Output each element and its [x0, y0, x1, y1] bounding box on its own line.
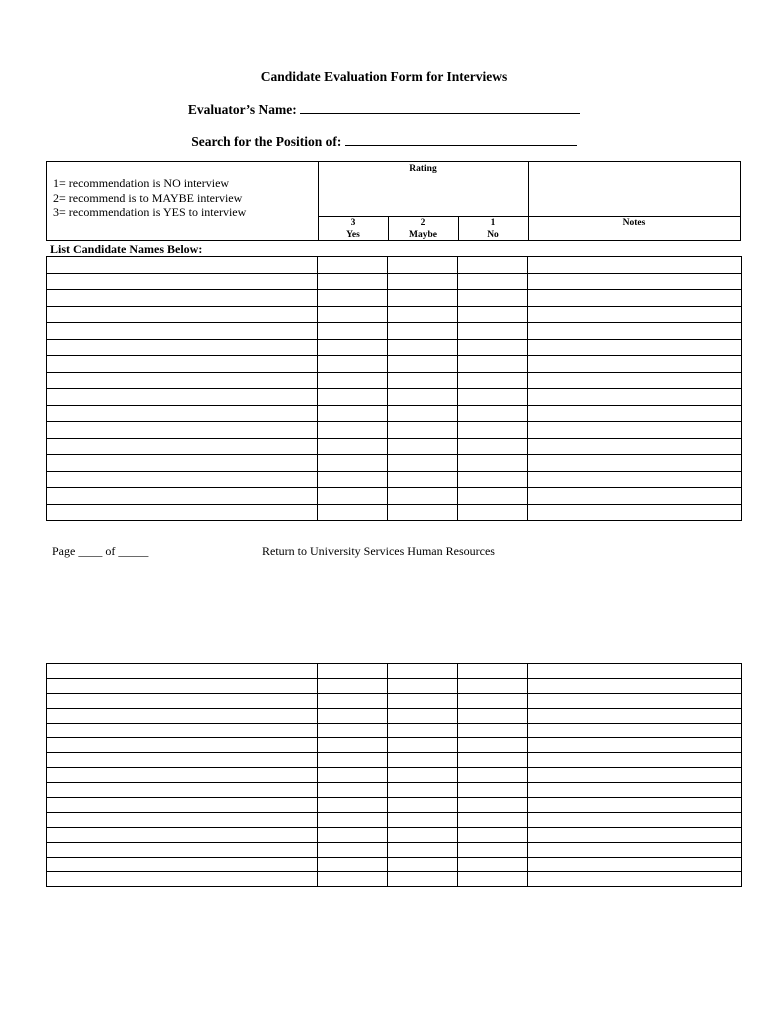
rating-yes-cell[interactable]: [318, 257, 388, 274]
rating-maybe-cell[interactable]: [388, 798, 458, 813]
rating-maybe-cell[interactable]: [388, 290, 458, 307]
notes-cell[interactable]: [528, 405, 742, 422]
table-row: [47, 455, 742, 472]
rating-maybe-cell[interactable]: [388, 323, 458, 340]
rating-yes-cell[interactable]: [318, 827, 388, 842]
candidate-name-cell[interactable]: [47, 872, 318, 887]
rating-no-cell[interactable]: [458, 389, 528, 406]
table-row: [47, 422, 742, 439]
rating-maybe-cell[interactable]: [388, 422, 458, 439]
rating-yes-cell[interactable]: [318, 664, 388, 679]
table-row: [47, 723, 742, 738]
rating-yes-cell[interactable]: [318, 768, 388, 783]
rating-no-cell[interactable]: [458, 372, 528, 389]
position-row: [0, 133, 768, 150]
candidate-name-cell[interactable]: [47, 664, 318, 679]
candidate-name-cell[interactable]: [47, 372, 318, 389]
candidate-name-cell[interactable]: [47, 857, 318, 872]
rating-yes-cell[interactable]: [318, 872, 388, 887]
notes-cell[interactable]: [528, 257, 742, 274]
table-row: [47, 812, 742, 827]
rating-yes-cell[interactable]: [318, 356, 388, 373]
rating-no-cell[interactable]: [458, 857, 528, 872]
rating-no-cell[interactable]: [458, 356, 528, 373]
notes-cell[interactable]: [528, 827, 742, 842]
notes-cell[interactable]: [528, 857, 742, 872]
candidate-name-cell[interactable]: [47, 389, 318, 406]
rating-value: 2: [420, 218, 426, 228]
notes-cell[interactable]: [528, 488, 742, 505]
table-row: [47, 323, 742, 340]
candidate-name-cell[interactable]: [47, 323, 318, 340]
candidate-name-cell[interactable]: [47, 678, 318, 693]
rating-no-cell[interactable]: [458, 422, 528, 439]
notes-cell[interactable]: [528, 693, 742, 708]
evaluator-name-label: Evaluator’s Name:: [187, 102, 297, 117]
table-row: [47, 372, 742, 389]
candidate-name-cell[interactable]: [47, 842, 318, 857]
rating-label: Rating: [409, 164, 437, 174]
rating-value: 3: [350, 218, 356, 228]
rating-yes-cell[interactable]: [318, 738, 388, 753]
table-row: [47, 857, 742, 872]
rating-no-cell[interactable]: [458, 723, 528, 738]
rating-maybe-cell[interactable]: [388, 455, 458, 472]
table-row: [47, 872, 742, 887]
rating-yes-cell[interactable]: [318, 438, 388, 455]
rating-maybe-cell[interactable]: [388, 488, 458, 505]
notes-cell[interactable]: [528, 753, 742, 768]
rating-yes-cell[interactable]: [318, 306, 388, 323]
rating-yes-cell[interactable]: [318, 693, 388, 708]
rating-no-cell[interactable]: [458, 664, 528, 679]
rating-no-cell[interactable]: [458, 842, 528, 857]
position-field[interactable]: [345, 133, 577, 146]
candidate-name-cell[interactable]: [47, 488, 318, 505]
candidate-name-cell[interactable]: [47, 339, 318, 356]
candidate-name-cell[interactable]: [47, 273, 318, 290]
notes-cell[interactable]: [528, 323, 742, 340]
rating-maybe-cell[interactable]: [388, 723, 458, 738]
candidate-name-cell[interactable]: [47, 753, 318, 768]
candidate-table: [46, 256, 742, 521]
notes-cell[interactable]: [528, 273, 742, 290]
candidate-name-cell[interactable]: [47, 768, 318, 783]
candidate-name-cell[interactable]: [47, 306, 318, 323]
table-row: [47, 842, 742, 857]
candidate-name-cell[interactable]: [47, 783, 318, 798]
rating-maybe-cell[interactable]: [388, 857, 458, 872]
candidate-name-cell[interactable]: [47, 723, 318, 738]
evaluator-name-row: [0, 101, 768, 118]
table-row: [47, 290, 742, 307]
candidate-name-cell[interactable]: [47, 356, 318, 373]
legend-item-yes: 3= recommendation is YES to interview: [53, 205, 247, 219]
rating-no-cell[interactable]: [458, 455, 528, 472]
rating-no-cell[interactable]: [458, 471, 528, 488]
rating-yes-cell[interactable]: [318, 783, 388, 798]
rating-yes-cell[interactable]: [318, 488, 388, 505]
rating-yes-cell[interactable]: [318, 708, 388, 723]
candidate-name-cell[interactable]: [47, 738, 318, 753]
table-row: [47, 783, 742, 798]
rating-yes-cell[interactable]: [318, 339, 388, 356]
table-row: [47, 664, 742, 679]
rating-text: Yes: [346, 230, 360, 240]
rating-value: 1: [490, 218, 496, 228]
rating-yes-cell[interactable]: [318, 273, 388, 290]
rating-maybe-cell[interactable]: [388, 753, 458, 768]
rating-no-cell[interactable]: [458, 678, 528, 693]
table-row: [47, 405, 742, 422]
rating-maybe-cell[interactable]: [388, 438, 458, 455]
rating-maybe-cell[interactable]: [388, 738, 458, 753]
rating-yes-cell[interactable]: [318, 372, 388, 389]
rating-yes-cell[interactable]: [318, 389, 388, 406]
candidate-name-cell[interactable]: [47, 422, 318, 439]
rating-maybe-cell[interactable]: [388, 471, 458, 488]
notes-cell[interactable]: [528, 872, 742, 887]
table-row: [47, 504, 742, 521]
candidate-name-cell[interactable]: [47, 471, 318, 488]
rating-maybe-cell[interactable]: [388, 372, 458, 389]
legend-item-maybe: 2= recommend is to MAYBE interview: [53, 190, 243, 205]
notes-cell[interactable]: [528, 738, 742, 753]
notes-label: Notes: [622, 218, 646, 228]
rating-no-cell[interactable]: [458, 693, 528, 708]
table-row: [47, 471, 742, 488]
table-row: [47, 488, 742, 505]
position-label: Search for the Position of:: [191, 134, 342, 149]
candidate-name-cell[interactable]: [47, 438, 318, 455]
rating-no-cell[interactable]: [458, 812, 528, 827]
rating-no-cell[interactable]: [458, 438, 528, 455]
rating-yes-cell[interactable]: [318, 405, 388, 422]
rating-maybe-cell[interactable]: [388, 273, 458, 290]
rating-maybe-cell[interactable]: [388, 768, 458, 783]
table-row: [47, 389, 742, 406]
notes-cell[interactable]: [528, 290, 742, 307]
notes-cell[interactable]: [528, 842, 742, 857]
rating-yes-cell[interactable]: [318, 812, 388, 827]
candidate-name-cell[interactable]: [47, 455, 318, 472]
rating-yes-cell[interactable]: [318, 455, 388, 472]
rating-no-cell[interactable]: [458, 738, 528, 753]
rating-maybe-cell[interactable]: [388, 708, 458, 723]
notes-cell[interactable]: [528, 504, 742, 521]
rating-legend: [53, 176, 246, 220]
table-row: [47, 827, 742, 842]
table-row: [47, 693, 742, 708]
table-row: [47, 273, 742, 290]
rating-no-cell[interactable]: [458, 306, 528, 323]
table-row: [47, 339, 742, 356]
candidate-name-cell[interactable]: [47, 693, 318, 708]
notes-cell[interactable]: [528, 798, 742, 813]
rating-maybe-cell[interactable]: [388, 812, 458, 827]
rating-maybe-cell[interactable]: [388, 339, 458, 356]
table-row: [47, 306, 742, 323]
table-row: [47, 708, 742, 723]
table-row: [47, 798, 742, 813]
rating-text: Maybe: [409, 230, 437, 240]
rating-yes-cell[interactable]: [318, 842, 388, 857]
rating-maybe-cell[interactable]: [388, 842, 458, 857]
notes-cell[interactable]: [528, 664, 742, 679]
rating-maybe-cell[interactable]: [388, 257, 458, 274]
form-title: Candidate Evaluation Form for Interviews: [260, 69, 508, 84]
rating-yes-cell[interactable]: [318, 422, 388, 439]
rating-yes-cell[interactable]: [318, 504, 388, 521]
rating-text: No: [487, 230, 499, 240]
table-row: [47, 438, 742, 455]
rating-maybe-cell[interactable]: [388, 678, 458, 693]
notes-cell[interactable]: [528, 455, 742, 472]
notes-cell[interactable]: [528, 339, 742, 356]
rating-no-cell[interactable]: [458, 504, 528, 521]
notes-cell[interactable]: [528, 471, 742, 488]
candidate-name-cell[interactable]: [47, 827, 318, 842]
rating-no-cell[interactable]: [458, 405, 528, 422]
candidate-name-cell[interactable]: [47, 290, 318, 307]
rating-maybe-cell[interactable]: [388, 405, 458, 422]
rating-maybe-cell[interactable]: [388, 389, 458, 406]
rating-col-no: [458, 217, 528, 241]
table-row: [47, 768, 742, 783]
candidate-name-cell[interactable]: [47, 405, 318, 422]
rating-yes-cell[interactable]: [318, 678, 388, 693]
legend-item-no: 1= recommendation is NO interview: [53, 176, 230, 190]
rating-no-cell[interactable]: [458, 827, 528, 842]
rating-no-cell[interactable]: [458, 798, 528, 813]
rating-no-cell[interactable]: [458, 257, 528, 274]
candidate-name-cell[interactable]: [47, 708, 318, 723]
rating-yes-cell[interactable]: [318, 471, 388, 488]
rating-header-box: [46, 161, 741, 241]
rating-maybe-cell[interactable]: [388, 504, 458, 521]
candidate-name-cell[interactable]: [47, 798, 318, 813]
notes-cell[interactable]: [528, 306, 742, 323]
notes-cell[interactable]: [528, 438, 742, 455]
table-row: [47, 678, 742, 693]
rating-no-cell[interactable]: [458, 290, 528, 307]
notes-cell[interactable]: [528, 812, 742, 827]
candidate-name-cell[interactable]: [47, 504, 318, 521]
rating-no-cell[interactable]: [458, 708, 528, 723]
rating-yes-cell[interactable]: [318, 323, 388, 340]
rating-maybe-cell[interactable]: [388, 664, 458, 679]
rating-no-cell[interactable]: [458, 273, 528, 290]
table-row: [47, 753, 742, 768]
rating-no-cell[interactable]: [458, 323, 528, 340]
notes-cell[interactable]: [528, 356, 742, 373]
candidate-name-cell[interactable]: [47, 257, 318, 274]
return-instructions: Return to University Services Human Resources: [262, 544, 495, 558]
rating-maybe-cell[interactable]: [388, 872, 458, 887]
rating-yes-cell[interactable]: [318, 798, 388, 813]
notes-cell[interactable]: [528, 768, 742, 783]
notes-cell[interactable]: [528, 372, 742, 389]
rating-maybe-cell[interactable]: [388, 306, 458, 323]
rating-no-cell[interactable]: [458, 753, 528, 768]
evaluator-name-field[interactable]: [300, 101, 580, 114]
rating-maybe-cell[interactable]: [388, 693, 458, 708]
notes-cell[interactable]: [528, 389, 742, 406]
rating-yes-cell[interactable]: [318, 857, 388, 872]
rating-no-cell[interactable]: [458, 339, 528, 356]
rating-yes-cell[interactable]: [318, 723, 388, 738]
rating-maybe-cell[interactable]: [388, 356, 458, 373]
page-number: Page ____ of _____: [52, 544, 149, 558]
notes-cell[interactable]: [528, 708, 742, 723]
table-row: [47, 257, 742, 274]
notes-cell[interactable]: [528, 678, 742, 693]
rating-col-yes: [318, 217, 388, 241]
rating-col-maybe: [388, 217, 458, 241]
rating-no-cell[interactable]: [458, 872, 528, 887]
rating-no-cell[interactable]: [458, 488, 528, 505]
rating-no-cell[interactable]: [458, 783, 528, 798]
table-row: [47, 738, 742, 753]
rating-yes-cell[interactable]: [318, 753, 388, 768]
rating-maybe-cell[interactable]: [388, 827, 458, 842]
candidate-table-continued: [46, 663, 742, 887]
notes-cell[interactable]: [528, 783, 742, 798]
rating-maybe-cell[interactable]: [388, 783, 458, 798]
notes-cell[interactable]: [528, 422, 742, 439]
candidate-list-label: List Candidate Names Below:: [50, 242, 203, 256]
candidate-name-cell[interactable]: [47, 812, 318, 827]
rating-no-cell[interactable]: [458, 768, 528, 783]
rating-yes-cell[interactable]: [318, 290, 388, 307]
table-row: [47, 356, 742, 373]
notes-cell[interactable]: [528, 723, 742, 738]
